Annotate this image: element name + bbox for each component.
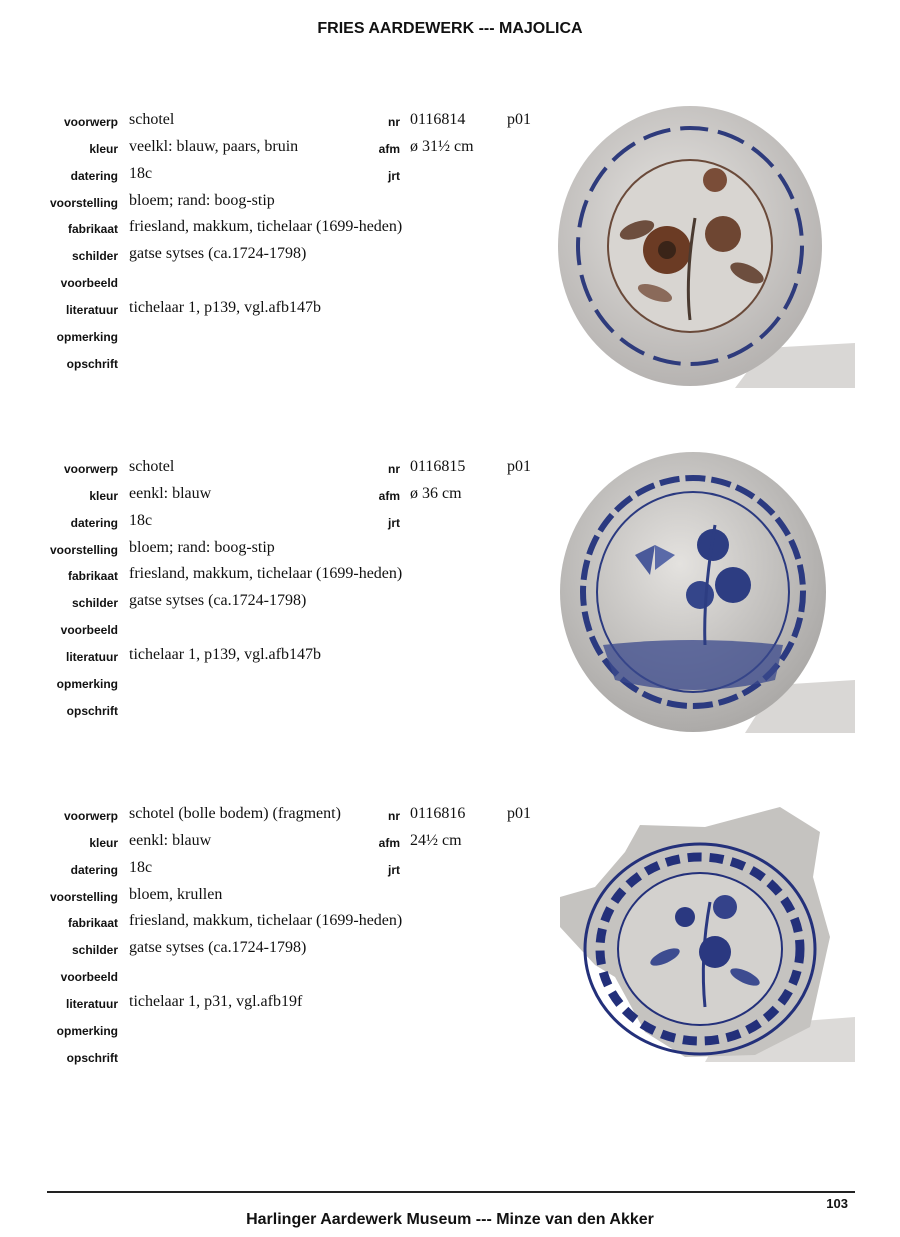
label-nr: nr — [388, 809, 400, 823]
value-literatuur: tichelaar 1, p139, vgl.afb147b — [129, 299, 321, 316]
value-voorstelling: bloem; rand: boog-stip — [129, 192, 275, 209]
label-jrt: jrt — [388, 169, 400, 183]
value-voorwerp: schotel — [129, 111, 175, 128]
value-afm: ø 36 cm — [410, 485, 462, 502]
dish-fragment-photo — [555, 807, 855, 1067]
value-fabrikaat: friesland, makkum, tichelaar (1699-heden) — [129, 565, 403, 582]
record-code: p01 — [507, 111, 531, 128]
label-voorbeeld: voorbeeld — [60, 276, 118, 290]
label-opschrift: opschrift — [66, 704, 118, 718]
label-opmerking: opmerking — [56, 677, 118, 691]
dish-photo — [555, 445, 855, 735]
record-code: p01 — [507, 805, 531, 822]
label-kleur: kleur — [89, 836, 118, 850]
value-datering: 18c — [129, 859, 153, 876]
dish-photo — [555, 98, 855, 390]
object-record — [0, 108, 900, 398]
value-nr: 0116816 — [410, 805, 466, 822]
label-voorwerp: voorwerp — [63, 809, 118, 823]
value-voorwerp: schotel — [129, 458, 175, 475]
label-nr: nr — [388, 115, 400, 129]
value-voorstelling: bloem; rand: boog-stip — [129, 539, 275, 556]
page-number: 103 — [826, 1196, 848, 1211]
value-nr: 0116815 — [410, 458, 466, 475]
label-fabrikaat: fabrikaat — [67, 569, 118, 583]
value-kleur: veelkl: blauw, paars, bruin — [129, 138, 299, 155]
page-title: FRIES AARDEWERK --- MAJOLICA — [317, 20, 583, 37]
label-voorstelling: voorstelling — [49, 543, 118, 557]
footer-divider — [47, 1191, 855, 1193]
label-schilder: schilder — [71, 943, 118, 957]
label-afm: afm — [378, 836, 400, 850]
label-datering: datering — [70, 169, 118, 183]
label-literatuur: literatuur — [65, 997, 118, 1011]
value-voorstelling: bloem, krullen — [129, 886, 223, 903]
label-fabrikaat: fabrikaat — [67, 222, 118, 236]
label-voorwerp: voorwerp — [63, 115, 118, 129]
value-literatuur: tichelaar 1, p31, vgl.afb19f — [129, 993, 303, 1010]
label-jrt: jrt — [388, 863, 400, 877]
value-afm: ø 31½ cm — [410, 138, 474, 155]
label-voorwerp: voorwerp — [63, 462, 118, 476]
value-schilder: gatse sytses (ca.1724-1798) — [129, 592, 307, 609]
value-schilder: gatse sytses (ca.1724-1798) — [129, 939, 307, 956]
record-code: p01 — [507, 458, 531, 475]
object-record — [0, 802, 900, 1092]
label-opmerking: opmerking — [56, 330, 118, 344]
value-kleur: eenkl: blauw — [129, 485, 212, 502]
value-datering: 18c — [129, 165, 153, 182]
value-datering: 18c — [129, 512, 153, 529]
label-jrt: jrt — [388, 516, 400, 530]
label-kleur: kleur — [89, 142, 118, 156]
label-literatuur: literatuur — [65, 303, 118, 317]
value-fabrikaat: friesland, makkum, tichelaar (1699-heden) — [129, 218, 403, 235]
label-voorstelling: voorstelling — [49, 196, 118, 210]
value-schilder: gatse sytses (ca.1724-1798) — [129, 245, 307, 262]
value-kleur: eenkl: blauw — [129, 832, 212, 849]
value-nr: 0116814 — [410, 111, 466, 128]
value-literatuur: tichelaar 1, p139, vgl.afb147b — [129, 646, 321, 663]
value-afm: 24½ cm — [410, 832, 462, 849]
object-record — [0, 455, 900, 745]
label-nr: nr — [388, 462, 400, 476]
label-opschrift: opschrift — [66, 357, 118, 371]
label-schilder: schilder — [71, 596, 118, 610]
label-opmerking: opmerking — [56, 1024, 118, 1038]
label-literatuur: literatuur — [65, 650, 118, 664]
value-fabrikaat: friesland, makkum, tichelaar (1699-heden) — [129, 912, 403, 929]
label-afm: afm — [378, 142, 400, 156]
label-voorbeeld: voorbeeld — [60, 623, 118, 637]
label-voorstelling: voorstelling — [49, 890, 118, 904]
label-opschrift: opschrift — [66, 1051, 118, 1065]
label-fabrikaat: fabrikaat — [67, 916, 118, 930]
footer-text: Harlinger Aardewerk Museum --- Minze van den Akker — [246, 1211, 654, 1228]
label-kleur: kleur — [89, 489, 118, 503]
label-afm: afm — [378, 489, 400, 503]
label-schilder: schilder — [71, 249, 118, 263]
label-voorbeeld: voorbeeld — [60, 970, 118, 984]
label-datering: datering — [70, 516, 118, 530]
label-datering: datering — [70, 863, 118, 877]
value-voorwerp: schotel (bolle bodem) (fragment) — [129, 805, 341, 822]
